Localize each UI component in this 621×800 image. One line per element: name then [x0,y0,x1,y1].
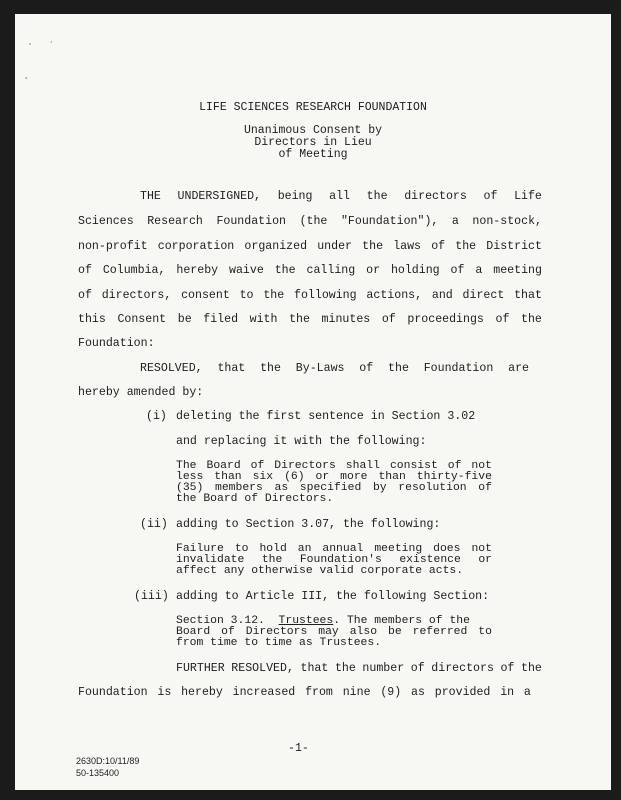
line-word: of [78,264,92,277]
line-word: to [478,626,492,638]
intro-line: Foundation: [78,337,155,350]
intro-line [140,190,542,203]
page-number: -1- [288,742,309,755]
line-word: laws [393,240,422,253]
line-word: filed [203,313,239,326]
line-word: following [293,289,357,302]
amendment-marker: (iii) [134,590,169,603]
line-word: Foundation [216,215,287,228]
line-word: non-profit [78,240,148,253]
line-word: the [263,289,285,302]
line-word: Consent [117,313,167,326]
line-word: meeting [374,543,423,555]
line-word: resolution [398,482,467,494]
line-word: specified [299,482,362,494]
line-word: an [297,543,312,555]
line-word: the [274,264,296,277]
line-word: to [234,543,249,555]
document-subtitle-line: Directors in Lieu [254,136,372,149]
line-word: than [214,471,242,483]
line-word: six [252,471,274,483]
line-word: Directors [274,460,336,472]
line-word: number [362,662,405,675]
line-word: of [250,460,265,472]
line-word: referred [412,626,468,638]
line-word: Research [147,215,203,228]
line-word: RESOLVED, [231,662,294,675]
intro-line [78,313,542,326]
line-word: the [362,240,384,253]
line-word: the [261,554,283,566]
line-word: being [277,190,313,203]
scan-mark: · [50,38,53,47]
line-word: of [381,313,396,326]
line-word: the [366,190,388,203]
line-word: or [315,471,330,483]
line-word: of [359,362,374,375]
line-word: UNDERSIGNED, [177,190,262,203]
document-subtitle-line: of Meeting [278,148,348,161]
line-word: hereby [181,686,223,699]
line-word: calling [306,264,356,277]
line-word: hereby [176,264,219,277]
line-word: nine [342,686,371,699]
line-word: thirty-five [416,471,492,483]
quote-line: the Board of Directors. [176,493,334,505]
line-word: (35) [176,482,204,494]
line-word: and [431,289,453,302]
line-word: or [478,554,492,566]
document-page [15,14,611,790]
line-word: holding [390,264,440,277]
line-word: of [431,240,446,253]
line-word: actions, [366,289,423,302]
line-word: "Foundation"), [340,215,439,228]
intro-line [78,264,542,277]
amendment-marker: (ii) [140,518,168,531]
line-word: under [317,240,352,253]
line-word: By-Laws [295,362,345,375]
line-word: of [478,482,492,494]
line-word: the [334,662,356,675]
line-word: of [447,460,462,472]
line-word: existence [399,554,461,566]
line-word: is [157,686,172,699]
line-word: all [329,190,351,203]
line-word: Life [514,190,542,203]
line-word: proceedings [407,313,484,326]
line-word: as [411,686,425,699]
line-word: THE [140,190,161,203]
line-word: Board [176,626,211,638]
line-word: waive [229,264,264,277]
quote-line-rest: . The members of the [333,615,470,627]
line-word: of [495,313,510,326]
line-word: consent [181,289,230,302]
document-title: LIFE SCIENCES RESEARCH FOUNDATION [199,101,427,114]
document-subtitle-line: Unanimous Consent by [243,124,383,137]
line-word: annual [322,543,364,555]
line-word: of [78,289,92,302]
amendment-marker: (i) [146,410,167,423]
line-word: the [260,362,281,375]
line-word: hold [259,543,287,555]
line-word: directors [431,662,494,675]
line-word: less [176,471,204,483]
line-word: of [500,662,515,675]
line-word: Failure [176,543,224,555]
line-word: by [372,482,387,494]
line-word: (9) [380,686,402,699]
line-word: of [450,264,465,277]
line-word: the [388,362,409,375]
line-word: that [217,362,246,375]
intro-line [78,240,542,253]
line-word: members [214,482,263,494]
line-word: this [78,313,106,326]
line-word: Columbia, [102,264,166,277]
line-word: that [514,289,542,302]
line-word: the [289,313,310,326]
line-word: more [340,471,368,483]
resolved-line [140,362,529,375]
line-word: the [521,662,542,675]
line-word: Directors [245,626,308,638]
footer-doc-id: 50-135400 [76,768,120,778]
line-word: minutes [321,313,371,326]
line-word: are [508,362,529,375]
line-word: or [366,264,381,277]
line-word: a [475,264,483,277]
line-word: in [500,686,515,699]
scan-mark: ʿ [29,42,32,51]
line-word: organized [244,240,308,253]
line-word: as [274,482,289,494]
line-word: The [176,460,197,472]
line-word: RESOLVED, [140,362,203,375]
line-word: non-stock, [472,215,542,228]
line-word: of [410,662,425,675]
line-word: FURTHER [176,662,225,675]
footer-doc-code: 2630D:10/11/89 [76,756,140,766]
line-word: corporation [157,240,235,253]
line-word: increased [232,686,296,699]
line-word: District [486,240,542,253]
line-word: not [471,460,492,472]
line-word: a [523,686,531,699]
line-word: the [455,240,477,253]
line-word: than [378,471,406,483]
line-word: invalidate [176,554,245,566]
line-word: Foundation [78,686,148,699]
line-word: may [318,626,339,638]
intro-line [78,289,542,302]
amendment-text: deleting the first sentence in Section 3.02 [176,410,476,423]
line-word: Board [206,460,241,472]
line-word: (6) [284,471,305,483]
further-resolved-line [176,662,542,675]
line-word: be [388,626,402,638]
amendment-subtext: and replacing it with the following: [176,435,427,448]
line-word: (the [299,215,328,228]
amendment-text: adding to Article III, the following Section: [176,590,490,603]
intro-line [78,215,542,228]
line-word: Sciences [78,215,134,228]
line-word: shall [345,460,380,472]
line-word: not [471,543,492,555]
line-word: consist [389,460,438,472]
further-resolved-line [78,686,531,699]
line-word: with [249,313,278,326]
line-word: directors [404,190,467,203]
quote-line: affect any otherwise valid corporate acts. [176,565,464,577]
line-word: of [483,190,498,203]
scan-mark: ' [25,76,28,85]
line-word: Foundation [423,362,494,375]
quote-section-number: Section 3.12. [176,615,265,627]
line-word: from [305,686,333,699]
line-word: does [433,543,461,555]
line-word: of [221,626,235,638]
line-word: the [521,313,542,326]
line-word: that [300,662,329,675]
quote-line: from time to time as Trustees. [176,637,382,649]
quote-heading: Trustees [278,615,334,627]
line-word: provided [434,686,491,699]
line-word: be [177,313,192,326]
line-word: meeting [493,264,542,277]
line-word: a [451,215,459,228]
line-word: to [239,289,254,302]
line-word: direct [462,289,505,302]
amendment-text: adding to Section 3.07, the following: [176,518,441,531]
line-word: Foundation's [299,554,382,566]
line-word: directors, [101,289,172,302]
resolved-line: hereby amended by: [78,386,204,399]
line-word: also [349,626,378,638]
